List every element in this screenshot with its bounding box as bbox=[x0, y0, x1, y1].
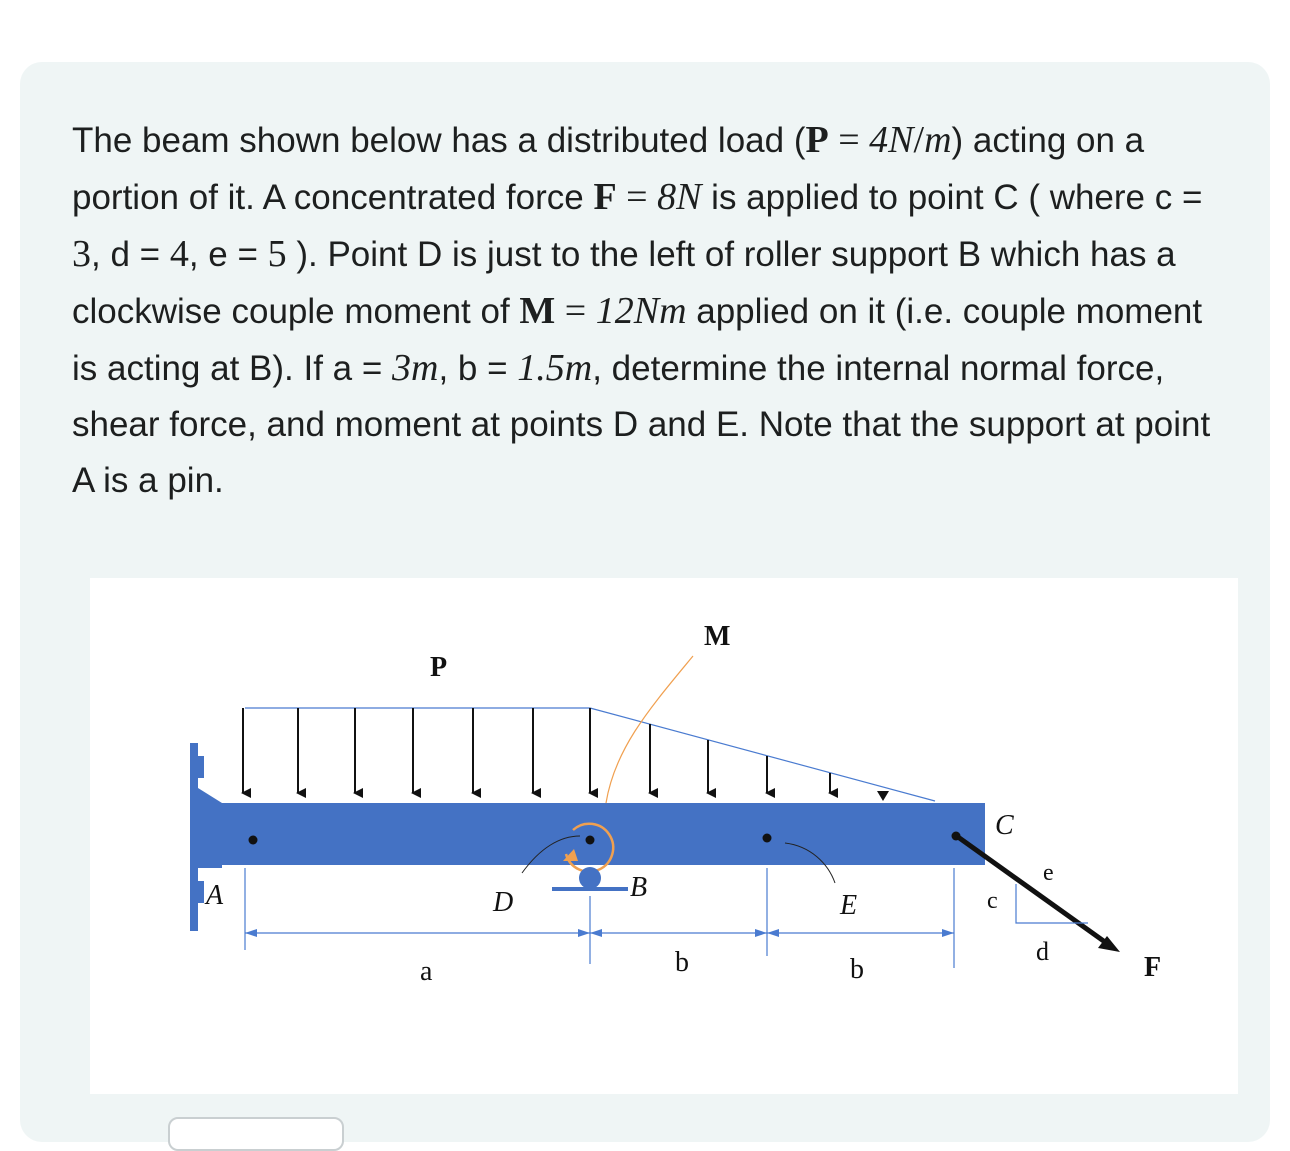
label-m: M bbox=[704, 621, 731, 652]
label-c: C bbox=[995, 810, 1014, 841]
beam-figure bbox=[90, 578, 1238, 1094]
force-f-arrow bbox=[958, 837, 1105, 942]
beam-diagram-svg bbox=[90, 578, 1238, 1094]
point-e-dot bbox=[763, 834, 772, 843]
dim-d-label: d bbox=[1036, 937, 1049, 966]
bottom-tab-edge[interactable] bbox=[168, 1117, 344, 1151]
label-p: P bbox=[430, 652, 448, 683]
point-a-dot bbox=[249, 836, 258, 845]
roller-support-b bbox=[552, 867, 628, 891]
beam bbox=[218, 803, 985, 865]
label-f: F bbox=[1144, 952, 1162, 983]
dim-b2-label: b bbox=[850, 954, 864, 985]
point-b-dot bbox=[586, 836, 595, 845]
label-e: E bbox=[840, 890, 858, 921]
dim-c-label: c bbox=[987, 888, 998, 914]
label-b: B bbox=[630, 872, 648, 903]
dim-b1-label: b bbox=[675, 947, 689, 978]
label-a: A bbox=[206, 880, 224, 911]
dim-a-label: a bbox=[420, 956, 433, 987]
dim-e-label: e bbox=[1043, 860, 1054, 886]
problem-statement: The beam shown below has a distributed load (P = 4N/m) acting on a portion of it. A concentrated force F = 8N is applied to point C ( where c = 3, d = 4, e = 5 ). Point D is just to the left of roller support B which has a clockwise couple moment of M = 12Nm applied on it (i.e. couple moment is acting at B). If a = 3m, b = 1.5m, determine the internal normal force, shear force, and moment at points D and E. Note that the support at point A is a pin. bbox=[72, 119, 1211, 500]
label-d: D bbox=[493, 887, 514, 918]
distributed-load bbox=[243, 708, 935, 801]
